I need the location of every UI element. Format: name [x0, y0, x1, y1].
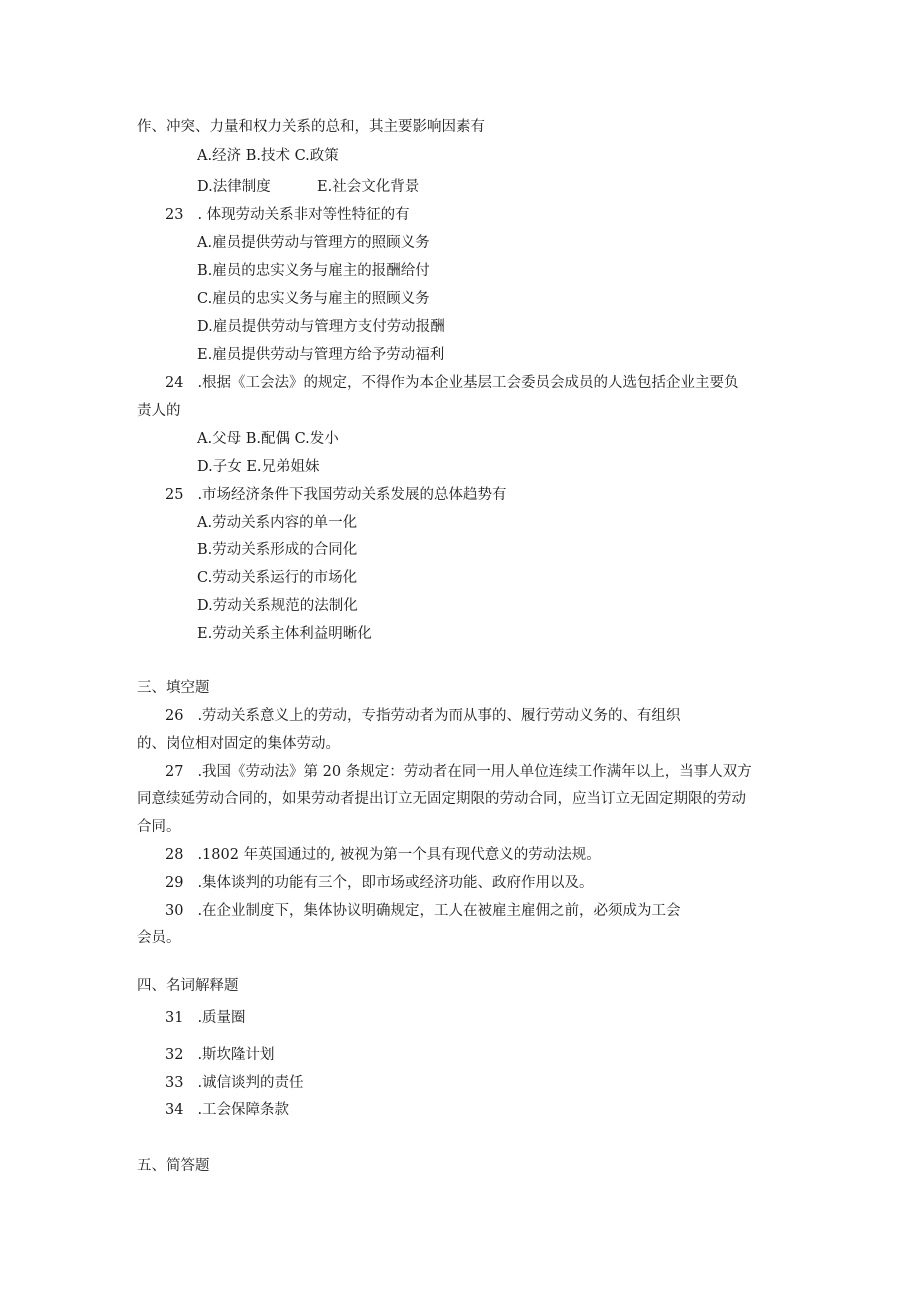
question-text: .斯坎隆计划 — [197, 1047, 275, 1063]
question-number: 24 — [165, 375, 184, 391]
question-34 — [165, 1101, 289, 1119]
q23-option-e: E.雇员提供劳动与管理方给予劳动福利 — [197, 347, 445, 363]
question-number: 23 — [165, 207, 184, 223]
q22-stem-continuation: 作、冲突、力量和权力关系的总和，其主要影响因素有 — [137, 119, 485, 135]
q22-option-c: C.政策 — [294, 148, 339, 164]
question-text: .市场经济条件下我国劳动关系发展的总体趋势有 — [197, 487, 507, 503]
q23-option-a: A.雇员提供劳动与管理方的照顾义务 — [197, 235, 430, 251]
question-29 — [165, 874, 594, 892]
question-number: 34 — [165, 1102, 184, 1118]
question-text: .我国《劳动法》第 20 条规定：劳动者在同一用人单位连续工作满年以上，当事人双方 — [197, 764, 752, 780]
q22-options-row2 — [197, 178, 420, 196]
question-number: 31 — [165, 1010, 184, 1026]
question-number: 28 — [165, 847, 184, 863]
q22-option-a: A.经济 — [197, 148, 242, 164]
question-33 — [165, 1074, 304, 1092]
question-text: .根据《工会法》的规定，不得作为本企业基层工会委员会成员的人选包括企业主要负 — [197, 375, 739, 391]
q24-options-row2: D.子女 E.兄弟姐妹 — [197, 459, 320, 475]
question-text: .工会保障条款 — [197, 1102, 290, 1118]
question-31 — [165, 1009, 246, 1027]
question-27 — [165, 763, 752, 781]
q25-option-c: C.劳动关系运行的市场化 — [197, 570, 358, 586]
question-text: .在企业制度下，集体协议明确规定，工人在被雇主雇佣之前，必须成为工会 — [197, 903, 681, 919]
q26-continuation: 的、岗位相对固定的集体劳动。 — [137, 736, 340, 752]
question-number: 29 — [165, 875, 184, 891]
section-heading-terms: 四、名词解释题 — [137, 978, 239, 994]
q23-option-c: C.雇员的忠实义务与雇主的照顾义务 — [197, 291, 430, 307]
q22-option-d: D.法律制度 — [197, 179, 271, 195]
q23-option-b: B.雇员的忠实义务与雇主的报酬给付 — [197, 263, 430, 279]
q23-option-d: D.雇员提供劳动与管理方支付劳动报酬 — [197, 319, 445, 335]
question-text: .质量圈 — [197, 1010, 246, 1026]
q25-option-a: A.劳动关系内容的单一化 — [197, 515, 358, 531]
section-heading-short-answer: 五、简答题 — [137, 1158, 210, 1174]
question-text: .诚信谈判的责任 — [197, 1075, 304, 1091]
q30-continuation: 会员。 — [137, 930, 181, 946]
question-number: 32 — [165, 1047, 184, 1063]
q25-option-d: D.劳动关系规范的法制化 — [197, 598, 358, 614]
question-text: .集体谈判的功能有三个，即市场或经济功能、政府作用以及。 — [197, 875, 594, 891]
q22-options-row1 — [197, 147, 339, 165]
q24-stem-continuation: 责人的 — [137, 403, 181, 419]
question-26 — [165, 707, 681, 725]
question-number: 27 — [165, 764, 184, 780]
question-number: 26 — [165, 708, 184, 724]
question-text: .劳动关系意义上的劳动，专指劳动者为而从事的、履行劳动义务的、有组织 — [197, 708, 681, 724]
q22-option-b: B.技术 — [245, 148, 290, 164]
question-number: 33 — [165, 1075, 184, 1091]
question-number: 25 — [165, 487, 184, 503]
q27-continuation-2: 合同。 — [137, 819, 181, 835]
question-text: . 体现劳动关系非对等性特征的有 — [197, 207, 410, 223]
q25-option-e: E.劳动关系主体利益明晰化 — [197, 626, 372, 642]
question-text: .1802 年英国通过的, 被视为第一个具有现代意义的劳动法规。 — [197, 847, 601, 863]
question-30 — [165, 902, 681, 920]
question-28 — [165, 846, 601, 864]
q22-option-e: E.社会文化背景 — [317, 179, 420, 195]
section-heading-fill-in: 三、填空题 — [137, 680, 210, 696]
question-number: 30 — [165, 903, 184, 919]
question-24 — [165, 374, 739, 392]
question-25 — [165, 486, 507, 504]
q24-options-row1: A.父母 B.配偶 C.发小 — [197, 431, 339, 447]
q25-option-b: B.劳动关系形成的合同化 — [197, 542, 358, 558]
question-32 — [165, 1046, 275, 1064]
question-23 — [165, 206, 410, 224]
q27-continuation-1: 同意续延劳动合同的，如果劳动者提出订立无固定期限的劳动合同，应当订立无固定期限的劳动 — [137, 791, 746, 807]
